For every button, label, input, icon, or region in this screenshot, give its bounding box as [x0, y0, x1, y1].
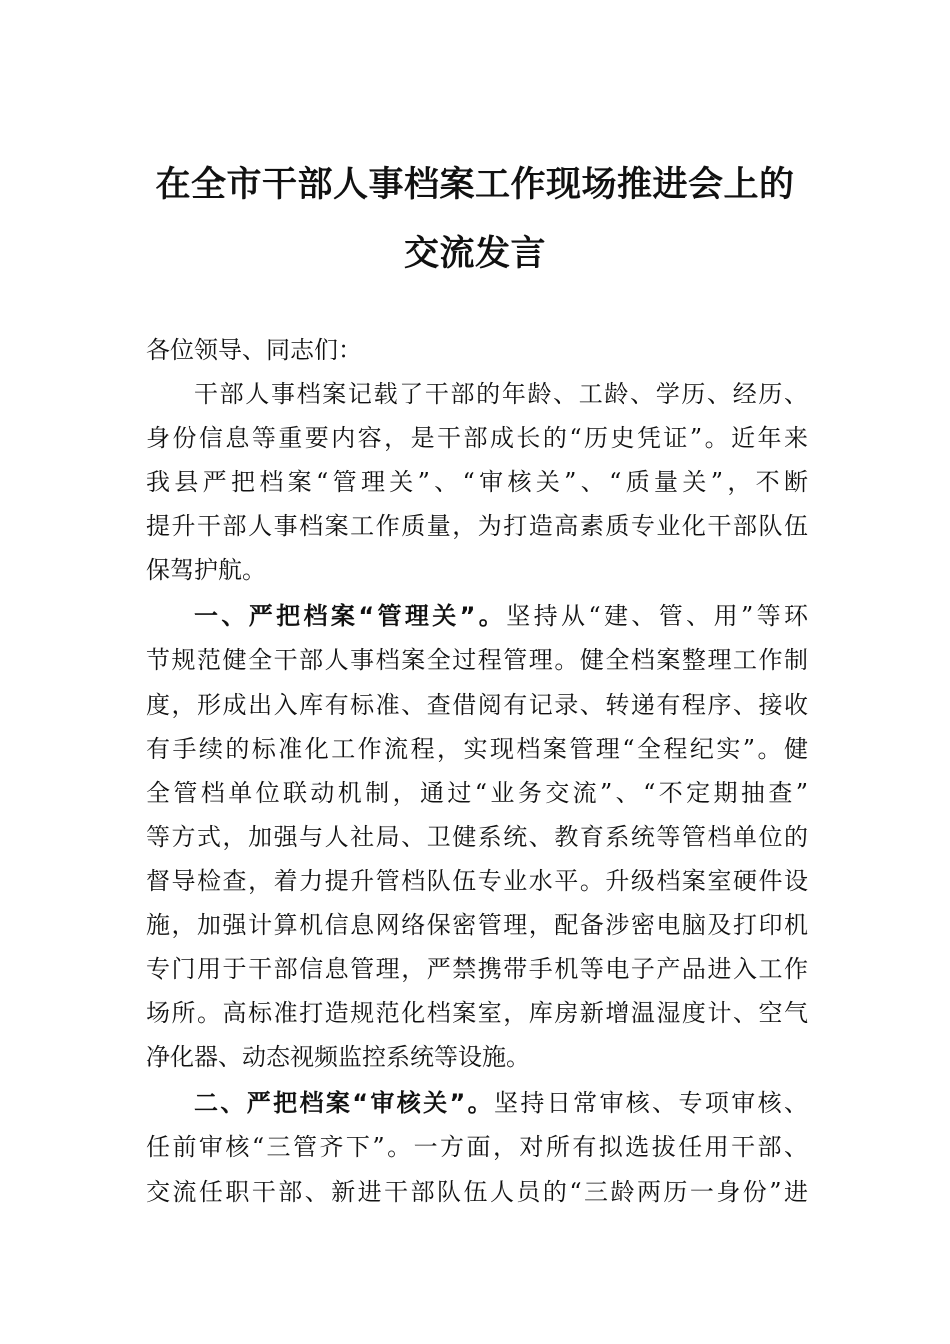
section-2-heading: 二、严把档案“审核关”。 — [194, 1089, 494, 1117]
paragraph-2-line: 有手续的标准化工作流程，实现档案管理“全程纪实”。健 — [146, 735, 808, 763]
paragraph-2-line: 等方式，加强与人社局、卫健系统、教育系统等管档单位的 — [146, 823, 808, 851]
paragraph-3-first-line-text: 坚持日常审核、专项审核、 — [493, 1089, 808, 1117]
paragraph-1-line: 提升干部人事档案工作质量，为打造高素质专业化干部队伍 — [146, 512, 808, 540]
paragraph-1-line: 保驾护航。 — [146, 556, 266, 584]
paragraph-2-line: 度，形成出入库有标准、查借阅有记录、转递有程序、接收 — [146, 691, 808, 719]
paragraph-2-line: 督导检查，着力提升管档队伍专业水平。升级档案室硬件设 — [146, 867, 808, 895]
paragraph-2-first-line — [194, 594, 808, 638]
paragraph-3-first-line — [194, 1081, 808, 1125]
paragraph-2-line: 节规范健全干部人事档案全过程管理。健全档案整理工作制 — [146, 646, 808, 674]
paragraph-2-first-line-text: 坚持从“建、管、用”等环 — [506, 602, 808, 630]
paragraph-2-line: 专门用于干部信息管理，严禁携带手机等电子产品进入工作 — [146, 955, 808, 983]
paragraph-2-line: 全管档单位联动机制，通过“业务交流”、“不定期抽查” — [146, 779, 808, 807]
paragraph-1-line: 身份信息等重要内容，是干部成长的“历史凭证”。近年来 — [146, 424, 808, 452]
salutation: 各位领导、同志们： — [146, 336, 362, 364]
paragraph-1-line: 我县严把档案“管理关”、“审核关”、“质量关”，不断 — [146, 468, 808, 496]
document-title-line-1: 在全市干部人事档案工作现场推进会上的 — [155, 164, 795, 205]
paragraph-3-line: 交流任职干部、新进干部队伍人员的“三龄两历一身份”进 — [146, 1178, 808, 1206]
document-title-line-2: 交流发言 — [403, 233, 546, 274]
paragraph-1-line: 干部人事档案记载了干部的年龄、工龄、学历、经历、 — [194, 380, 808, 408]
paragraph-2-line: 场所。高标准打造规范化档案室，库房新增温湿度计、空气 — [146, 999, 808, 1027]
paragraph-2-line: 净化器、动态视频监控系统等设施。 — [146, 1043, 530, 1071]
paragraph-2-line: 施，加强计算机信息网络保密管理，配备涉密电脑及打印机 — [146, 911, 808, 939]
section-1-heading: 一、严把档案“管理关”。 — [194, 602, 507, 630]
paragraph-3-line: 任前审核“三管齐下”。一方面，对所有拟选拔任用干部、 — [146, 1133, 808, 1161]
